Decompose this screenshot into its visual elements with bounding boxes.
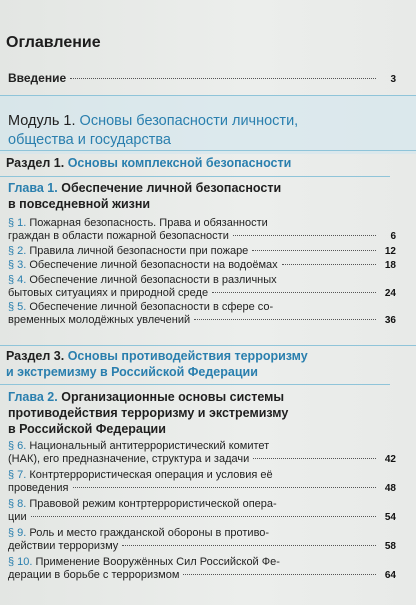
section-1-title: Основы комплексной безопасности: [67, 156, 292, 170]
divider: [0, 345, 416, 346]
chapter-1-label: Глава 1.: [8, 181, 58, 195]
dot-leader: [282, 264, 376, 265]
entry-text: граждан в области пожарной безопасности: [8, 230, 229, 242]
section-1-heading[interactable]: [6, 155, 291, 171]
section-3-heading[interactable]: [6, 348, 308, 380]
entry-page: 36: [384, 315, 396, 326]
divider: [0, 150, 416, 151]
entry-text: Обеспечение личной безопасности в сфере со-: [29, 301, 274, 313]
toc-entry[interactable]: [8, 469, 396, 495]
dot-leader: [31, 516, 376, 517]
entry-page: 18: [384, 260, 396, 271]
chapter-2-title-2: противодействия терроризму и экстремизму: [8, 406, 289, 420]
module-1-label: Модуль 1.: [8, 113, 76, 129]
module-1-title-2: общества и государства: [8, 132, 171, 148]
module-1-heading[interactable]: [8, 112, 348, 150]
entry-page: 48: [384, 483, 396, 494]
chapter-1-title-1: Обеспечение личной безопасности: [61, 181, 282, 195]
chapter-2-heading[interactable]: [8, 389, 288, 437]
divider: [0, 176, 390, 177]
toc-entry[interactable]: [8, 259, 396, 272]
page-title: Оглавление: [6, 34, 101, 51]
entry-page: 12: [384, 245, 396, 257]
entry-text: проведения: [8, 482, 69, 494]
paragraph-number: § 2.: [8, 244, 27, 257]
entry-text: Национальный антитеррористический комитет: [29, 440, 270, 452]
toc-entry[interactable]: [8, 301, 396, 327]
entry-text: дерации в борьбе с терроризмом: [8, 569, 180, 581]
chapter-1-title-2: в повседневной жизни: [8, 197, 151, 211]
dot-leader: [183, 574, 376, 575]
entry-page: 54: [384, 512, 396, 523]
section-3-title-2: и экстремизму в Российской Федерации: [6, 365, 258, 379]
intro-page: 3: [390, 74, 396, 85]
chapter-1-heading[interactable]: [8, 180, 281, 212]
toc-entry[interactable]: [8, 527, 396, 553]
toc-entry[interactable]: [8, 274, 396, 300]
paragraph-number: § 7.: [8, 469, 27, 481]
paragraph-number: § 8.: [8, 498, 27, 510]
entry-page: 58: [384, 541, 396, 552]
dot-leader: [252, 250, 376, 251]
entry-text: Правила личной безопасности при пожаре: [29, 244, 249, 257]
dot-leader: [212, 292, 376, 293]
entry-text: Правовой режим контртеррористической опера-: [29, 498, 277, 510]
entry-page: 64: [384, 570, 396, 581]
chapter-2-label: Глава 2.: [8, 390, 58, 404]
paragraph-number: § 5.: [8, 301, 27, 313]
divider: [0, 95, 416, 96]
dot-leader: [233, 235, 376, 236]
dot-leader: [70, 78, 376, 79]
toc-entry[interactable]: [8, 498, 396, 524]
paragraph-number: § 9.: [8, 527, 27, 539]
chapter-2-title-3: в Российской Федерации: [8, 422, 166, 436]
paragraph-number: § 3.: [8, 259, 27, 271]
section-3-label: Раздел 3.: [6, 349, 65, 363]
entry-text: действии терроризму: [8, 540, 119, 552]
intro-label: Введение: [8, 71, 67, 85]
section-1-label: Раздел 1.: [6, 156, 65, 170]
dot-leader: [73, 487, 377, 488]
entry-page: 24: [384, 287, 396, 299]
dot-leader: [122, 545, 376, 546]
entry-text: (НАК), его предназначение, структура и задачи: [8, 453, 250, 465]
entry-text: ции: [8, 511, 27, 523]
entry-text: Применение Вооружённых Сил Российской Фе-: [35, 556, 280, 568]
toc-entry-intro[interactable]: [8, 71, 396, 85]
entry-text: Обеспечение личной безопасности в различных: [29, 273, 277, 286]
entry-text: Обеспечение личной безопасности на водоёмах: [29, 259, 278, 271]
entry-text: Роль и место гражданской обороны в противо-: [29, 527, 270, 539]
paragraph-number: § 10.: [8, 556, 33, 568]
section-3-title-1: Основы противодействия терроризму: [67, 349, 308, 363]
toc-entry[interactable]: [8, 245, 396, 258]
entry-page: 42: [384, 454, 396, 465]
entry-text: бытовых ситуациях и природной среде: [8, 286, 209, 299]
entry-text: Контртеррористическая операция и условия её: [29, 469, 273, 481]
paragraph-number: § 4.: [8, 273, 27, 286]
paragraph-number: § 6.: [8, 440, 27, 452]
module-1-title-1: Основы безопасности личности,: [79, 113, 299, 129]
entry-text: Пожарная безопасность. Права и обязанности: [29, 217, 268, 229]
toc-entry[interactable]: [8, 217, 396, 243]
toc-entry[interactable]: [8, 440, 396, 466]
chapter-2-title-1: Организационные основы системы: [61, 390, 285, 404]
divider: [0, 384, 390, 385]
entry-text: временных молодёжных увлечений: [8, 314, 191, 326]
toc-entry[interactable]: [8, 556, 396, 582]
entry-page: 6: [390, 231, 396, 242]
dot-leader: [253, 458, 376, 459]
dot-leader: [194, 319, 376, 320]
paragraph-number: § 1.: [8, 217, 27, 229]
